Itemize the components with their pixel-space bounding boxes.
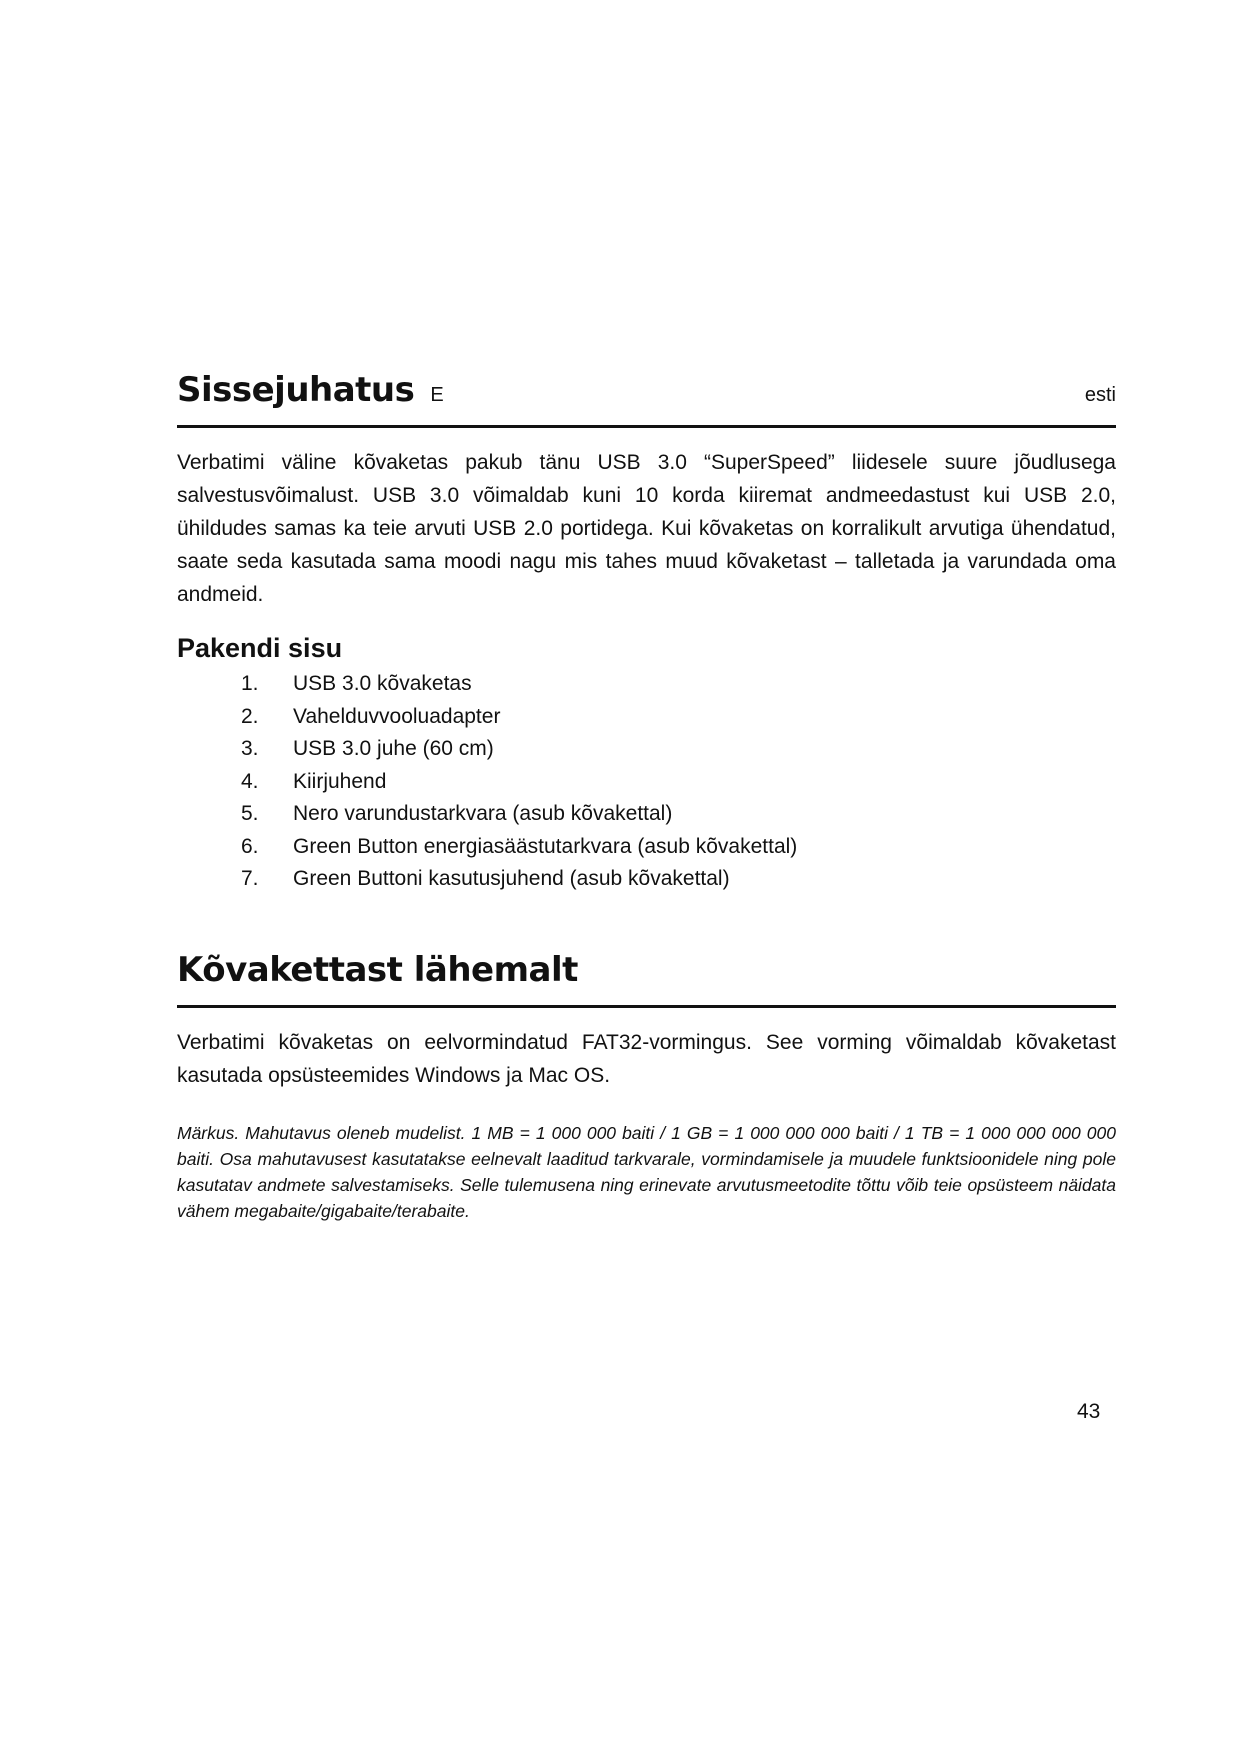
format-paragraph: Verbatimi kõvaketas on eelvormindatud FAT32-vormingus. See vorming võimaldab kõvaketast kasutada opsüsteemides Windows ja Mac OS.: [177, 1030, 1116, 1087]
section-title: Kõvakettast lähemalt: [177, 949, 578, 990]
list-item: [177, 766, 1116, 799]
list-item: [177, 668, 1116, 701]
list-item-text: Vahelduvvooluadapter: [293, 704, 501, 728]
section-two: [177, 950, 1116, 1224]
intro-paragraph: Verbatimi väline kõvaketas pakub tänu USB 3.0 “SuperSpeed” liidesele suure jõudlusega salvestusvõimalust. USB 3.0 võimaldab kuni 10 korda kiiremat andmeedastust kui USB 2.0, ühildudes samas ka teie arvuti USB 2.0 portidega. Kui kõvaketas on korralikult arvutiga ühendatud, saate seda kasutada sama moodi nagu mis tahes muud kõvaketast – talletada ja varundada oma andmeid.: [177, 451, 1116, 606]
list-item-number: 3.: [241, 737, 259, 760]
section-header: [177, 950, 1116, 1008]
package-heading: Pakendi sisu: [177, 633, 343, 663]
list-item: [177, 733, 1116, 766]
list-item-text: USB 3.0 kõvaketas: [293, 672, 472, 695]
document-page: [177, 370, 1116, 1241]
list-item-number: 7.: [241, 867, 259, 890]
list-item-number: 1.: [241, 672, 259, 695]
list-item-number: 5.: [241, 802, 259, 825]
section-header: [177, 370, 1116, 428]
list-item-number: 6.: [241, 834, 259, 858]
list-item-number: 4.: [241, 769, 259, 793]
list-item-text: Green Buttoni kasutusjuhend (asub kõvakettal): [293, 867, 730, 890]
list-item-text: Nero varundustarkvara (asub kõvakettal): [293, 802, 673, 825]
list-item-text: Green Button energiasäästutarkvara (asub kõvakettal): [293, 834, 798, 858]
list-item: [177, 701, 1116, 734]
language-code: E: [430, 384, 444, 406]
page-number: 43: [1077, 1400, 1101, 1423]
list-item-text: Kiirjuhend: [293, 769, 387, 793]
capacity-note: Märkus. Mahutavus oleneb mudelist. 1 MB = 1 000 000 baiti / 1 GB = 1 000 000 000 baiti / 1 TB = 1 000 000 000 000 baiti. Osa mahutavusest kasutatakse eelnevalt laaditud tarkvarale, vormindamisele ja muudele funktsioonidele ning pole kasutatav andmete salvestamiseks. Selle tulemusena ning erinevate arvutusmeetodite tõttu võib teie opsüsteem näidata vähem megabaite/gigabaite/terabaite.: [177, 1122, 1116, 1221]
list-item: [177, 831, 1116, 864]
language-label: esti: [1084, 384, 1116, 406]
package-list: [177, 668, 1116, 896]
list-item-text: USB 3.0 juhe (60 cm): [293, 737, 494, 760]
list-item: [177, 798, 1116, 831]
section-title: Sissejuhatus: [177, 370, 415, 410]
list-item: [177, 863, 1116, 896]
list-item-number: 2.: [241, 704, 259, 728]
